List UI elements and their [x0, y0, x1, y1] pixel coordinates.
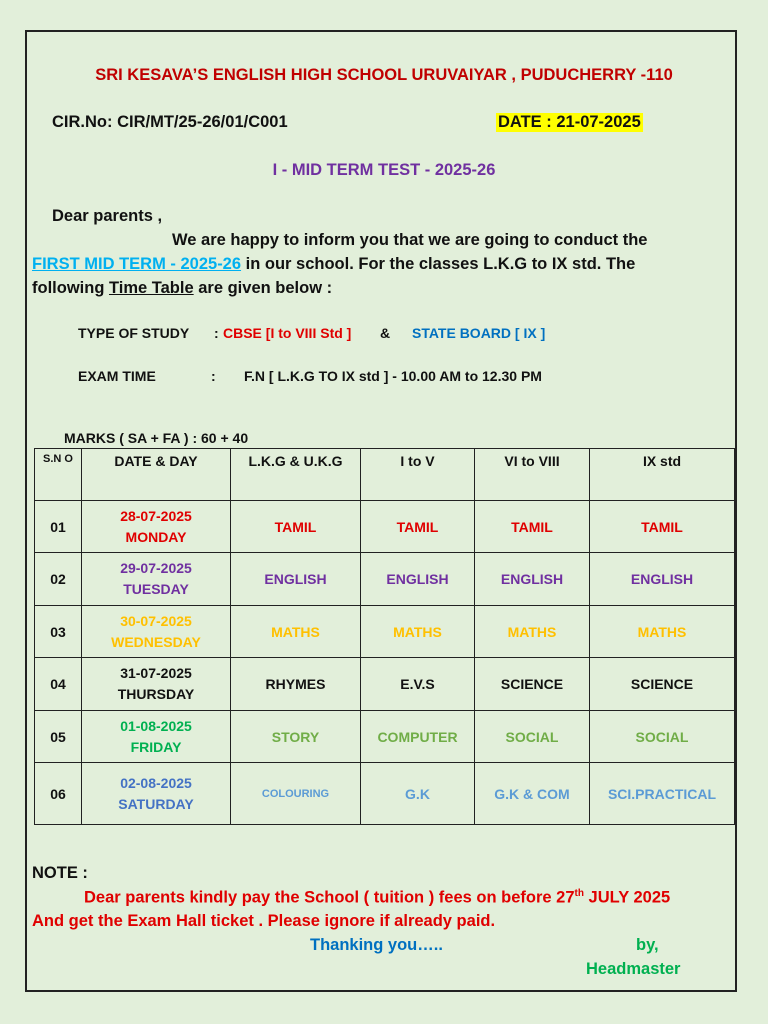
state-board-label: STATE BOARD [ IX ] — [412, 325, 546, 341]
exam-time-label: EXAM TIME — [78, 368, 156, 384]
table-row — [35, 606, 735, 658]
header-date-day: DATE & DAY — [82, 449, 231, 501]
row-sno: 04 — [35, 658, 82, 711]
header-vi-to-viii: VI to VIII — [475, 449, 590, 501]
row-ix-std-subject: ENGLISH — [590, 553, 735, 606]
row-sno: 06 — [35, 763, 82, 825]
time-table — [34, 448, 735, 825]
row-date: 29-07-2025 — [120, 560, 192, 576]
row-i-to-v-subject: G.K — [361, 763, 475, 825]
row-ix-std-subject: SCIENCE — [590, 658, 735, 711]
row-sno: 05 — [35, 711, 82, 763]
table-row — [35, 501, 735, 553]
row-sno: 02 — [35, 553, 82, 606]
row-date: 30-07-2025 — [120, 612, 192, 629]
cbse-label: CBSE [I to VIII Std ] — [223, 325, 352, 341]
row-date-day — [82, 658, 231, 711]
row-date-day — [82, 606, 231, 658]
letter-line-1: We are happy to inform you that we are going to conduct the — [172, 231, 648, 249]
letter-line-2 — [32, 255, 635, 274]
letter-line-3-prefix: following — [32, 279, 109, 297]
exam-time-value: F.N [ L.K.G TO IX std ] - 10.00 AM to 12.30 PM — [244, 368, 542, 384]
row-vi-to-viii-subject: MATHS — [475, 606, 590, 658]
greeting: Dear parents , — [52, 207, 163, 225]
header-sno: S.N O — [35, 449, 82, 501]
row-vi-to-viii-subject: SCIENCE — [475, 658, 590, 711]
letter-line-3 — [32, 279, 332, 298]
table-row — [35, 658, 735, 711]
table-row — [35, 763, 735, 825]
table-row — [35, 711, 735, 763]
row-lkg-ukg-subject: COLOURING — [231, 763, 361, 825]
row-ix-std-subject: TAMIL — [590, 501, 735, 553]
row-sno: 01 — [35, 501, 82, 553]
row-date-day — [82, 553, 231, 606]
row-i-to-v-subject: TAMIL — [361, 501, 475, 553]
circular-date: DATE : 21-07-2025 — [498, 113, 641, 131]
row-ix-std-subject: SOCIAL — [590, 711, 735, 763]
table-row — [35, 553, 735, 606]
row-day: FRIDAY — [130, 738, 182, 755]
header-i-to-v: I to V — [361, 449, 475, 501]
row-lkg-ukg-subject: MATHS — [231, 606, 361, 658]
row-day: MONDAY — [125, 528, 187, 545]
note-line-1-sup: th — [574, 888, 584, 899]
row-ix-std-subject: MATHS — [590, 606, 735, 658]
row-vi-to-viii-subject: TAMIL — [475, 501, 590, 553]
row-date: 02-08-2025 — [120, 774, 192, 791]
row-vi-to-viii-subject: G.K & COM — [475, 763, 590, 825]
row-lkg-ukg-subject: RHYMES — [231, 658, 361, 711]
row-lkg-ukg-subject: STORY — [231, 711, 361, 763]
type-of-study-colon: : — [214, 325, 219, 341]
note-line-1-b: JULY 2025 — [583, 888, 671, 907]
row-sno: 03 — [35, 606, 82, 658]
table-header-row — [35, 449, 735, 501]
by-text: by, — [636, 936, 659, 954]
thanks-text: Thanking you….. — [310, 936, 443, 954]
row-i-to-v-subject: COMPUTER — [361, 711, 475, 763]
note-line-1 — [84, 888, 670, 908]
letter-line-2-rest: in our school. For the classes L.K.G to IX std. The — [241, 255, 636, 273]
row-date-day — [82, 711, 231, 763]
row-day: TUESDAY — [123, 581, 189, 597]
row-day: WEDNESDAY — [111, 633, 201, 650]
note-line-1-a: Dear parents kindly pay the School ( tuition ) fees on before 27 — [84, 888, 575, 907]
row-i-to-v-subject: MATHS — [361, 606, 475, 658]
first-mid-term-link[interactable]: FIRST MID TERM - 2025-26 — [32, 255, 242, 273]
row-vi-to-viii-subject: ENGLISH — [475, 553, 590, 606]
header-ix-std: IX std — [590, 449, 735, 501]
row-date-day — [82, 763, 231, 825]
row-lkg-ukg-subject: ENGLISH — [231, 553, 361, 606]
headmaster-signature: Headmaster — [586, 960, 681, 978]
exam-time-colon: : — [211, 368, 216, 384]
row-date: 28-07-2025 — [120, 507, 192, 524]
circular-number: CIR.No: CIR/MT/25-26/01/C001 — [52, 113, 288, 131]
letter-line-3-suffix: are given below : — [193, 279, 333, 297]
row-day: THURSDAY — [117, 686, 195, 702]
ampersand: & — [380, 325, 391, 341]
row-date-day — [82, 501, 231, 553]
row-date: 31-07-2025 — [120, 665, 192, 681]
note-line-2: And get the Exam Hall ticket . Please ignore if already paid. — [32, 912, 496, 930]
row-date: 01-08-2025 — [120, 717, 192, 734]
school-name: SRI KESAVA’S ENGLISH HIGH SCHOOL URUVAIYAR , PUDUCHERRY -110 — [95, 66, 673, 84]
time-table-underline: Time Table — [108, 279, 194, 297]
test-title: I - MID TERM TEST - 2025-26 — [272, 161, 496, 179]
header-lkg-ukg: L.K.G & U.K.G — [231, 449, 361, 501]
row-ix-std-subject: SCI.PRACTICAL — [590, 763, 735, 825]
row-i-to-v-subject: ENGLISH — [361, 553, 475, 606]
row-i-to-v-subject: E.V.S — [361, 658, 475, 711]
row-lkg-ukg-subject: TAMIL — [231, 501, 361, 553]
marks-info: MARKS ( SA + FA ) : 60 + 40 — [64, 430, 249, 446]
row-vi-to-viii-subject: SOCIAL — [475, 711, 590, 763]
note-label: NOTE : — [32, 864, 88, 882]
type-of-study-label: TYPE OF STUDY — [78, 325, 190, 341]
row-day: SATURDAY — [118, 795, 194, 812]
